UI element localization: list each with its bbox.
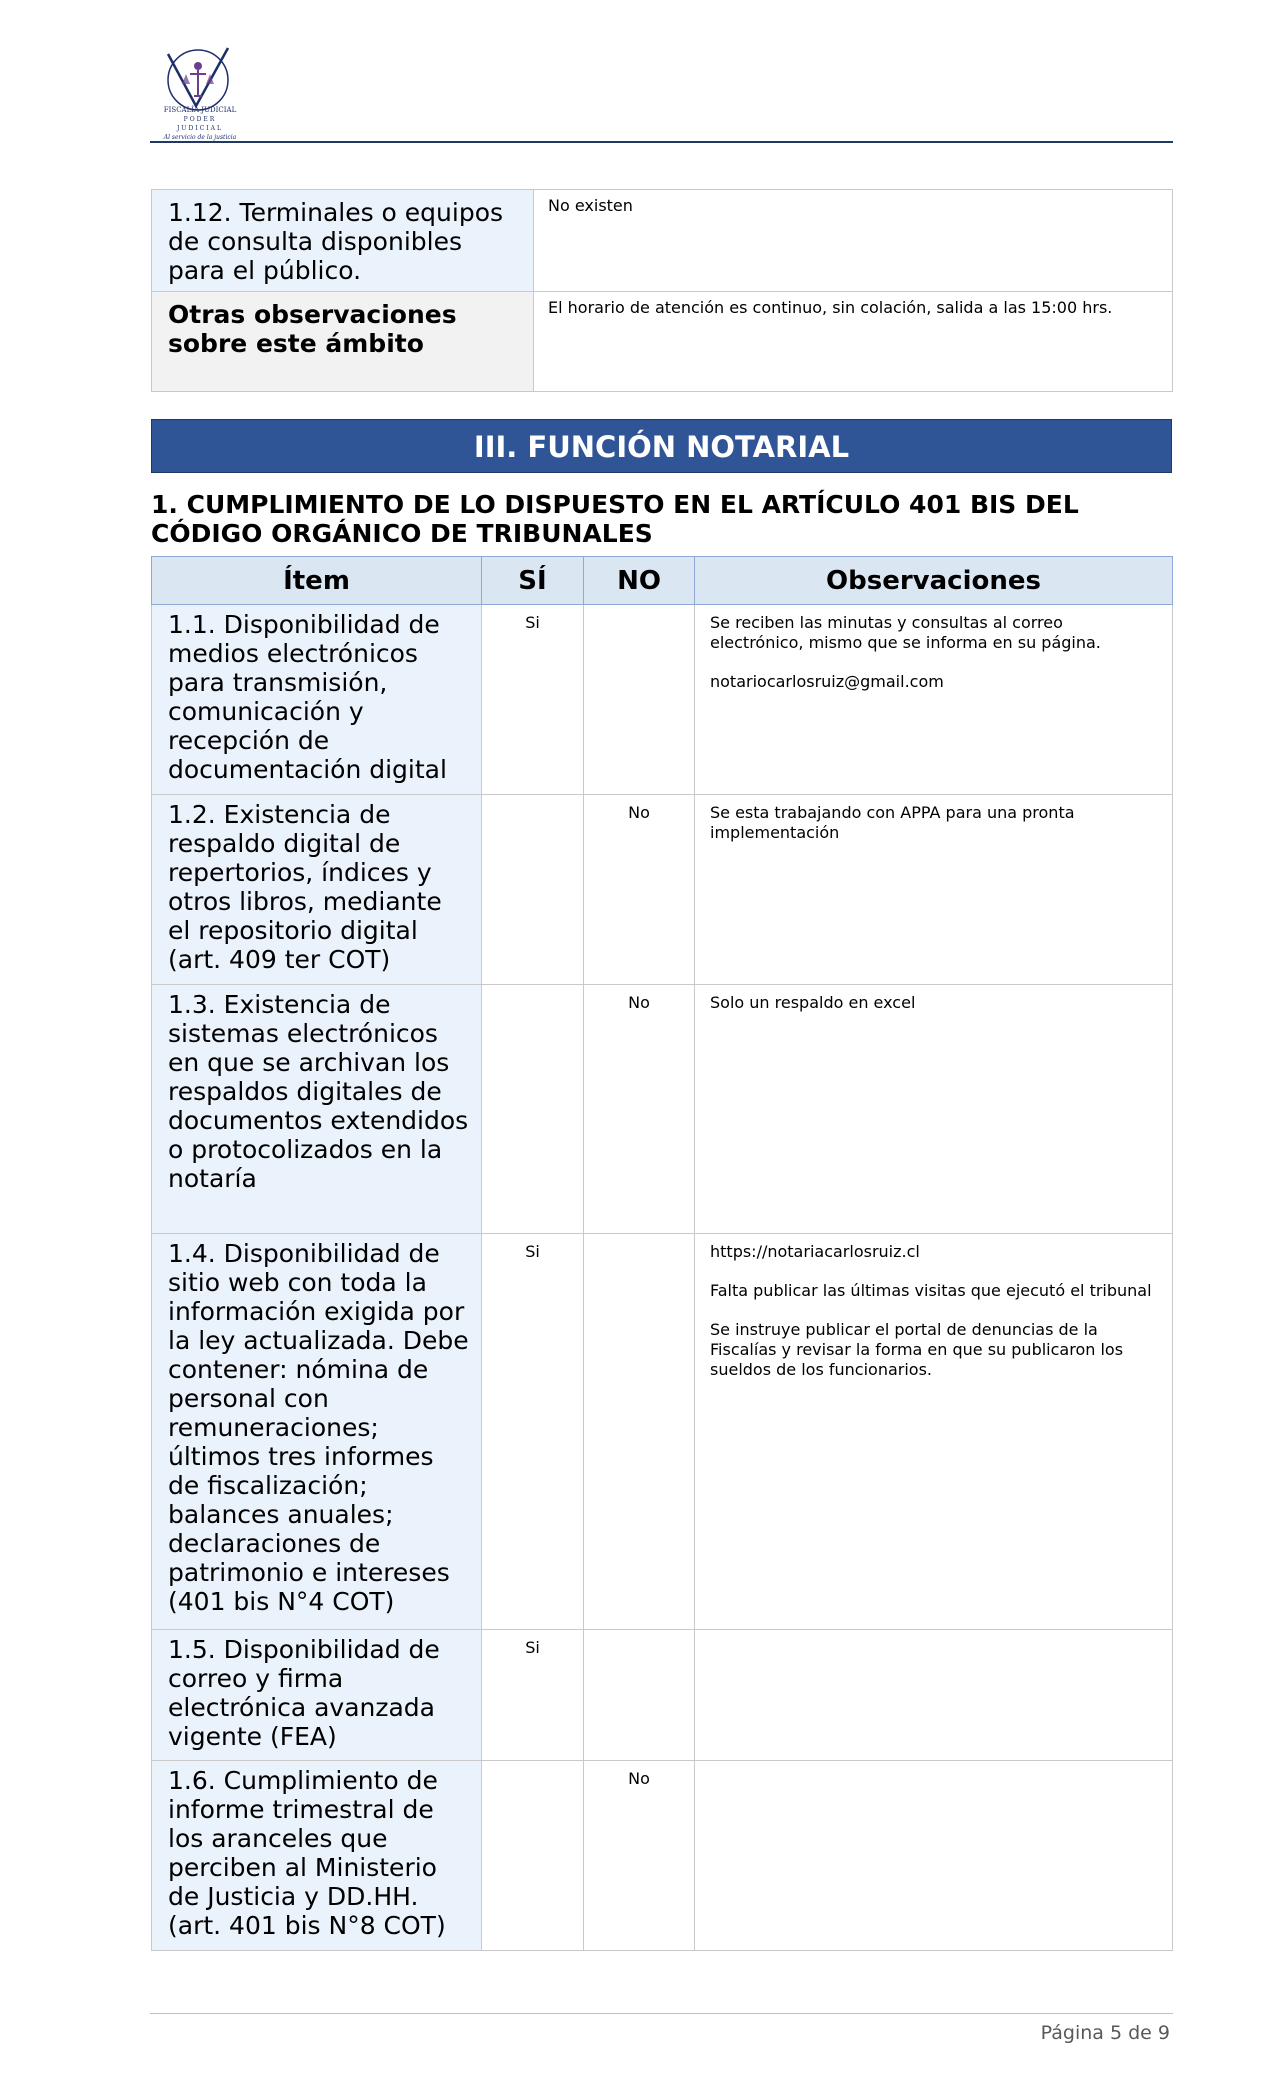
item-description: 1.2. Existencia de respaldo digital de repertorios, índices y otros libros, mediante el repositorio digital (art. 409 ter COT) [152, 795, 482, 985]
item-description: 1.4. Disponibilidad de sitio web con toda la información exigida por la ley actualizada. Debe contener: nómina de personal con remuneraciones; últimos tres informes de fiscalización; balances anuales; declaraciones de patrimonio e intereses (401 bis N°4 COT) [152, 1234, 482, 1630]
observation-text: Se esta trabajando con APPA para una pronta implementación [710, 803, 1075, 842]
observation-cell [695, 1761, 1173, 1951]
table-row [152, 292, 1173, 392]
logo-line: PODER JUDICIAL [177, 116, 223, 132]
observation-text: Se reciben las minutas y consultas al correo electrónico, mismo que se informa en su página. [710, 613, 1101, 652]
table-row [152, 985, 1173, 1234]
si-mark: Si [482, 1234, 584, 1630]
row-label: Otras observaciones sobre este ámbito [152, 292, 534, 392]
table-row [152, 190, 1173, 292]
item-description: 1.6. Cumplimiento de informe trimestral de los aranceles que perciben al Ministerio de Justicia y DD.HH. (art. 401 bis N°8 COT) [152, 1761, 482, 1951]
no-mark [584, 1630, 695, 1761]
si-mark [482, 1761, 584, 1951]
item-description: 1.3. Existencia de sistemas electrónicos en que se archivan los respaldos digitales de documentos extendidos o protocolizados en la notaría [152, 985, 482, 1234]
row-value: El horario de atención es continuo, sin colación, salida a las 15:00 hrs. [534, 292, 1173, 392]
table-header-row [152, 557, 1173, 605]
section-subtitle: 1. CUMPLIMIENTO DE LO DISPUESTO EN EL ARTÍCULO 401 BIS DEL CÓDIGO ORGÁNICO DE TRIBUNALES [151, 490, 1079, 548]
header-divider [150, 141, 1173, 143]
item-description: 1.5. Disponibilidad de correo y firma electrónica avanzada vigente (FEA) [152, 1630, 482, 1761]
column-header-observaciones: Observaciones [695, 557, 1173, 605]
compliance-table [151, 556, 1173, 1951]
observation-text: notariocarlosruiz@gmail.com [710, 672, 944, 691]
footer-divider [150, 2013, 1173, 2014]
page-number: Página 5 de 9 [1040, 2022, 1170, 2044]
column-header-si: SÍ [482, 557, 584, 605]
observation-cell [695, 985, 1173, 1234]
observation-cell [695, 1630, 1173, 1761]
column-header-no: NO [584, 557, 695, 605]
table-row [152, 605, 1173, 795]
item-description: 1.1. Disponibilidad de medios electrónicos para transmisión, comunicación y recepción de documentación digital [152, 605, 482, 795]
no-mark [584, 1234, 695, 1630]
observation-text: Se instruye publicar el portal de denuncias de la Fiscalías y revisar la forma en que su publicaron los sueldos de los funcionarios. [710, 1320, 1124, 1379]
table-row [152, 1630, 1173, 1761]
row-value: No existen [534, 190, 1173, 292]
table-row [152, 1234, 1173, 1630]
observation-text: Solo un respaldo en excel [710, 993, 916, 1012]
observation-cell [695, 1234, 1173, 1630]
observation-cell [695, 605, 1173, 795]
row-label: 1.12. Terminales o equipos de consulta disponibles para el público. [152, 190, 534, 292]
logo-line: Al servicio de la justicia [163, 134, 237, 141]
no-mark [584, 605, 695, 795]
si-mark [482, 985, 584, 1234]
observation-cell [695, 795, 1173, 985]
si-mark: Si [482, 605, 584, 795]
si-mark: Si [482, 1630, 584, 1761]
table-row [152, 1761, 1173, 1951]
no-mark: No [584, 985, 695, 1234]
observation-link: https://notariacarlosruiz.cl [710, 1242, 920, 1261]
no-mark: No [584, 1761, 695, 1951]
observation-text: Falta publicar las últimas visitas que ejecutó el tribunal [710, 1281, 1152, 1300]
column-header-item: Ítem [152, 557, 482, 605]
info-table [151, 189, 1173, 392]
si-mark [482, 795, 584, 985]
no-mark: No [584, 795, 695, 985]
logo-line: FISCALÍA JUDICIAL [163, 106, 237, 114]
table-row [152, 795, 1173, 985]
section-title: III. FUNCIÓN NOTARIAL [151, 419, 1172, 473]
